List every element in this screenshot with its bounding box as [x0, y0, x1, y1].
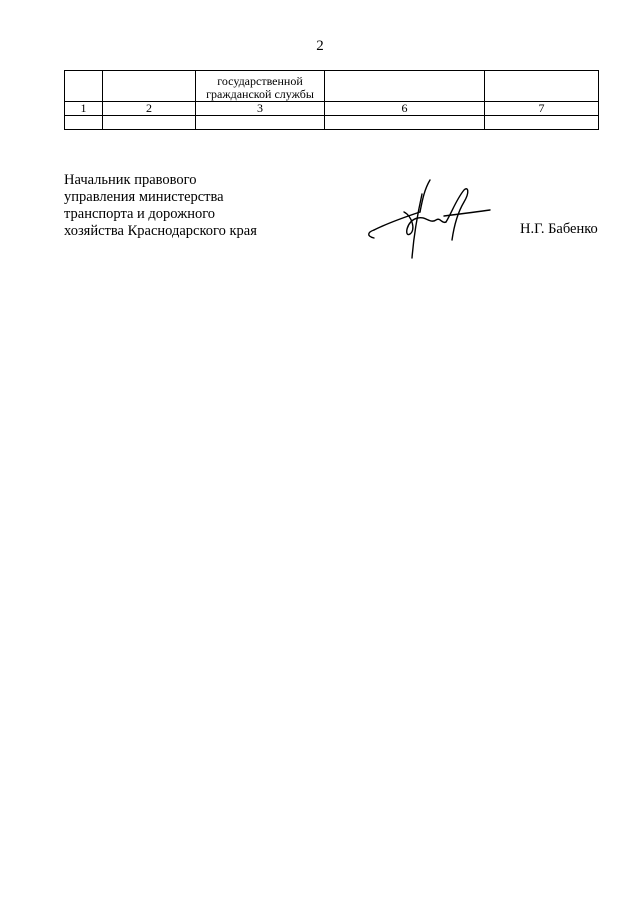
- table-cell: [196, 116, 325, 130]
- signer-name: Н.Г. Бабенко: [520, 221, 598, 237]
- column-number: 1: [65, 102, 103, 116]
- document-table: [64, 70, 599, 130]
- column-number: 7: [485, 102, 599, 116]
- table-header-row: [65, 71, 599, 102]
- column-number: 6: [325, 102, 485, 116]
- signer-position: [64, 172, 257, 240]
- table-cell: [485, 71, 599, 102]
- table-cell: [485, 116, 599, 130]
- table-column-numbers-row: [65, 102, 599, 116]
- page-number: 2: [316, 38, 324, 54]
- table-cell: [65, 71, 103, 102]
- signer-position-line: Начальник правового: [64, 172, 197, 188]
- table-cell: [103, 116, 196, 130]
- table-cell: государственной гражданской службы: [196, 71, 325, 102]
- table-cell: [325, 116, 485, 130]
- signer-position-line: транспорта и дорожного: [64, 206, 216, 222]
- table-cell: [325, 71, 485, 102]
- signer-position-line: управления министерства: [64, 189, 224, 205]
- table-row: [65, 116, 599, 130]
- column-number: 2: [103, 102, 196, 116]
- table-cell: [65, 116, 103, 130]
- column-number: 3: [196, 102, 325, 116]
- table-cell: [103, 71, 196, 102]
- handwritten-signature: [360, 172, 500, 264]
- signer-position-line: хозяйства Краснодарского края: [64, 223, 257, 239]
